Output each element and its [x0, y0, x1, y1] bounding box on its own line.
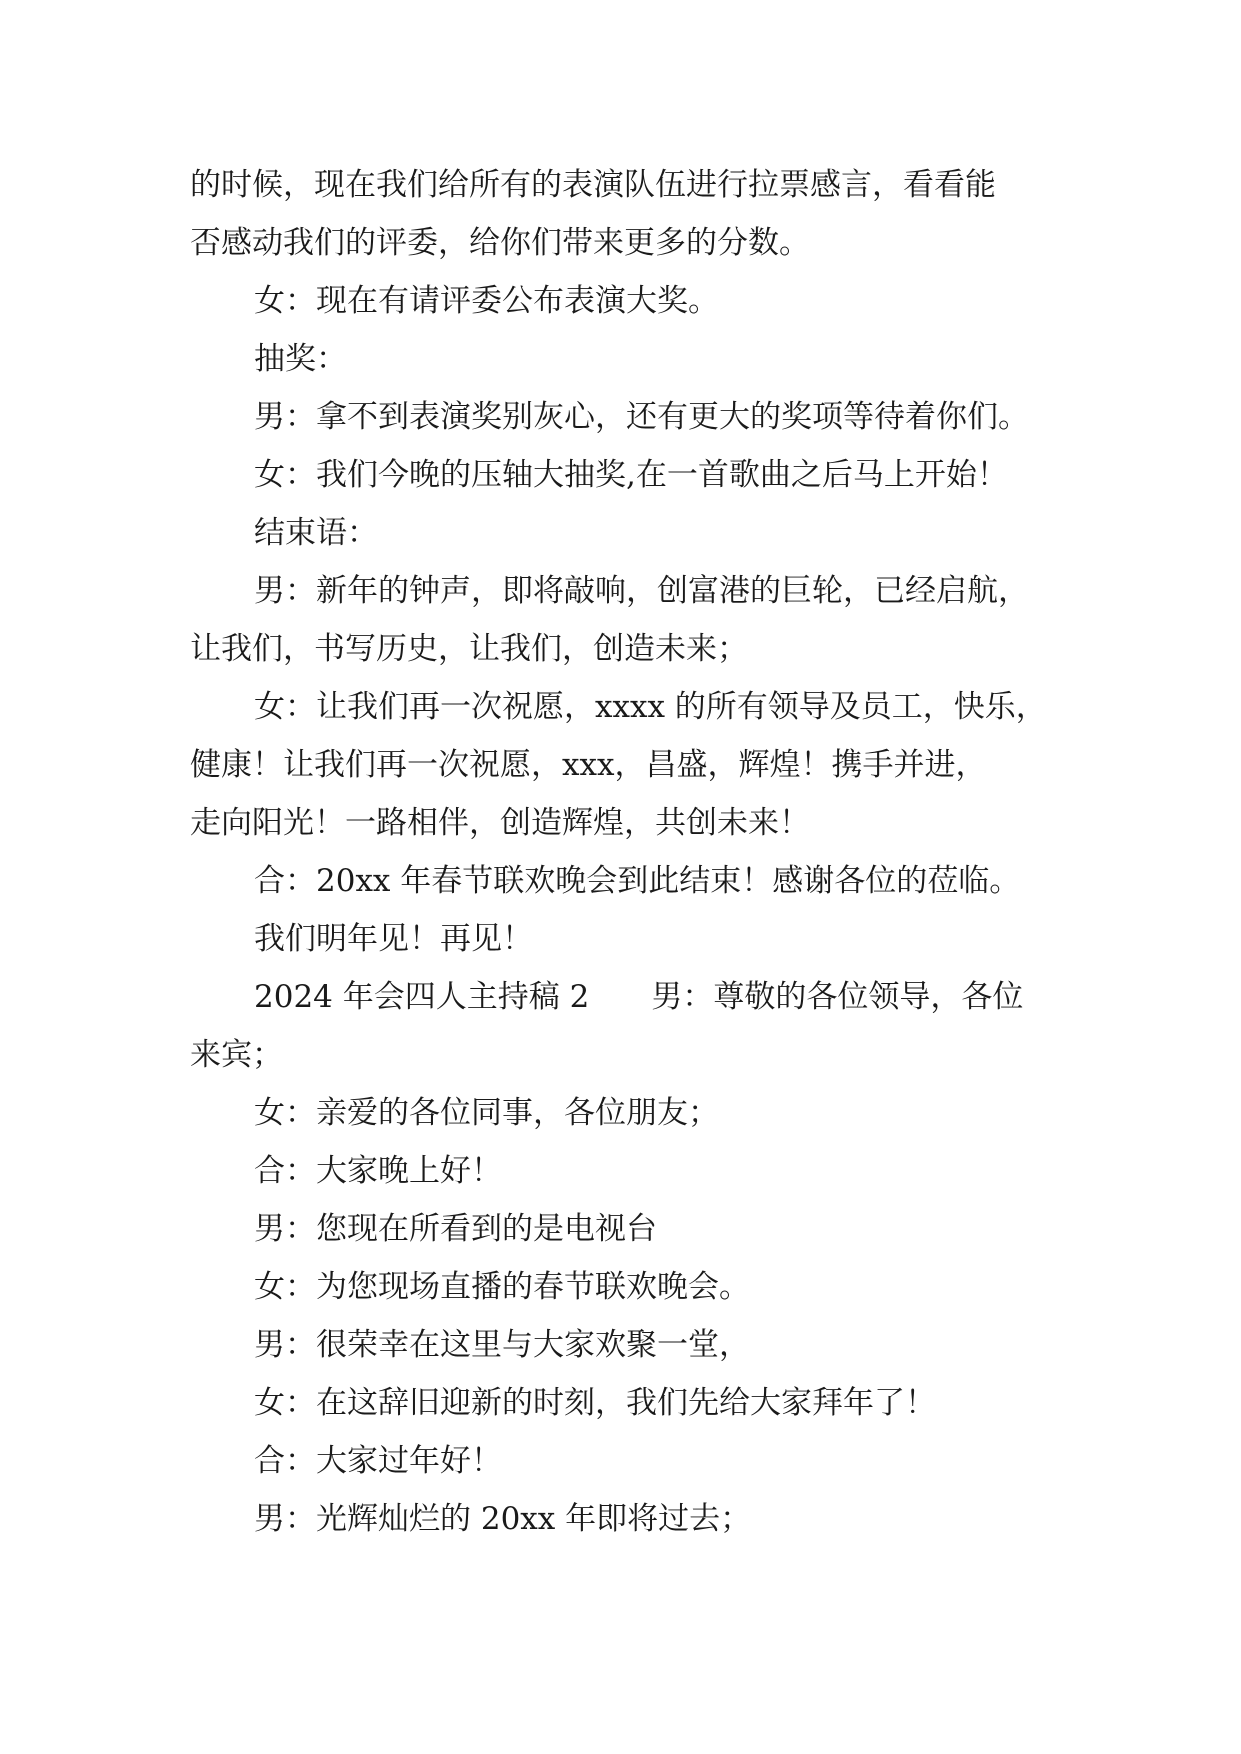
document-body	[190, 156, 1070, 1548]
text-line: 男：拿不到表演奖别灰心，还有更大的奖项等待着你们。	[254, 399, 1029, 435]
text-line: 男：您现在所看到的是电视台	[254, 1211, 657, 1247]
text-line: 让我们，书写历史，让我们，创造未来；	[190, 631, 748, 667]
text-line: 否感动我们的评委，给你们带来更多的分数。	[190, 225, 810, 261]
text-line: 男：光辉灿烂的 20xx 年即将过去；	[254, 1501, 752, 1537]
text-line: 男：很荣幸在这里与大家欢聚一堂，	[254, 1327, 750, 1363]
text-line: 来宾；	[190, 1037, 283, 1073]
text-line: 我们明年见！再见！	[254, 921, 533, 957]
text-line: 女：让我们再一次祝愿，xxxx 的所有领导及员工，快乐，	[254, 689, 1047, 725]
text-line: 女：现在有请评委公布表演大奖。	[254, 283, 719, 319]
section-heading: 抽奖：	[254, 341, 347, 377]
text-line: 女：为您现场直播的春节联欢晚会。	[254, 1269, 750, 1305]
text-line: 的时候，现在我们给所有的表演队伍进行拉票感言，看看能	[190, 167, 996, 203]
text-line: 健康！让我们再一次祝愿，xxx，昌盛，辉煌！携手并进，	[190, 747, 987, 783]
text-line: 合：20xx 年春节联欢晚会到此结束！感谢各位的莅临。	[254, 863, 1021, 899]
text-line: 女：在这辞旧迎新的时刻，我们先给大家拜年了！	[254, 1385, 936, 1421]
section-heading: 结束语：	[254, 515, 378, 551]
text-line: 2024 年会四人主持稿 2 男：尊敬的各位领导，各位	[254, 979, 1024, 1015]
text-line: 合：大家过年好！	[254, 1443, 502, 1479]
text-line: 女：亲爱的各位同事，各位朋友；	[254, 1095, 719, 1131]
text-line: 走向阳光！一路相伴，创造辉煌，共创未来！	[190, 805, 810, 841]
text-line: 合：大家晚上好！	[254, 1153, 502, 1189]
text-line: 女：我们今晚的压轴大抽奖,在一首歌曲之后马上开始！	[254, 457, 1008, 493]
text-line: 男：新年的钟声，即将敲响，创富港的巨轮，已经启航，	[254, 573, 1029, 609]
